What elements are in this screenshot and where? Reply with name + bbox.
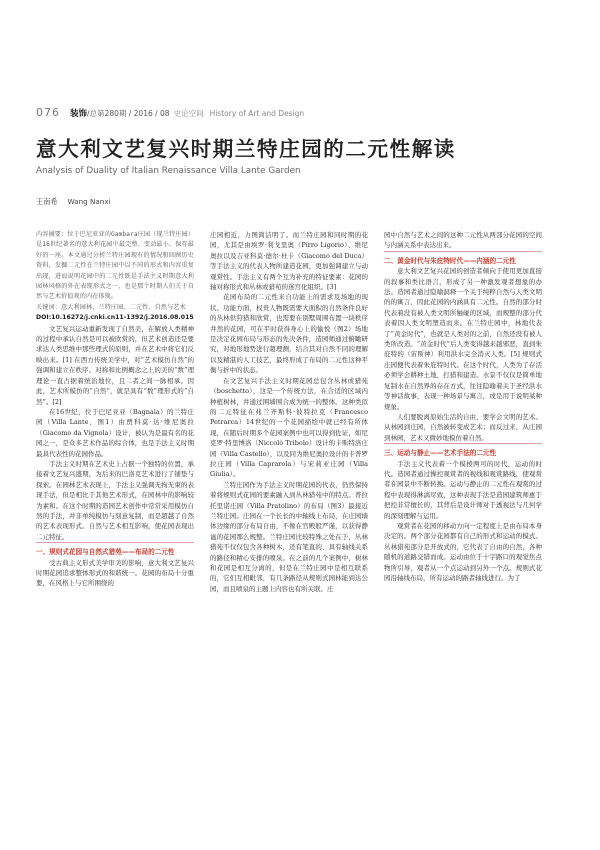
text-column-3 xyxy=(384,230,542,830)
section-name-cn: 史论空间 xyxy=(173,109,204,118)
abstract: 内容摘要：位于巴尼亚亚的Gambara庄园（现兰特庄园）是16世纪著名的意大利花园中最完整、变动最小、保存最好的一座。本文通过分析兰特庄园现有的情况和回顾历史资料，发掘二元性在兰特庄园中以不同的形式和内容重复出现，进而说明花园中的二元性既是手法主义时期意大利园林风格的外在表现形式之一，也是那个时期人们关于自然与艺术价值观的内在体现。 xyxy=(36,231,194,301)
body-paragraph: 在16世纪，位于巴尼亚亚（Bagnaia）的兰特庄园（Villa Lante，图1）由贾科莫·达·维尼奥拉（Giacomo da Vignola）设计，被认为是最有名的花园之一，是众多艺术作品的综合体，也是手法主义时期最具代表性的花园作品。 xyxy=(36,407,194,458)
body-paragraph: 在文艺复兴手法主义时期花园总包含丛林或猎苑（boschetto），这是一个传统方法，在合适的区域内种植树林，并通过围墙围合成为统一的整体。这种类似的二元特征在弗兰齐斯科·彼特拉克（Francesco Petrarca）14世纪的一个花园描绘中就已经有所体现，在随后时期多个花园案例中也可以得到佐证，如尼克罗·特里博洛（Niccolò Tribolo）设计的卡斯特洛庄园（Villa Castello），以及同为维尼奥拉设计的卡普罗拉庄园（Villa Caprarola）与宋莉亚庄园（Villa Giulia）。 xyxy=(210,376,368,479)
section-heading-2: 二、黄金时代与朱庇特时代——内涵的二元性 xyxy=(384,251,542,266)
body-paragraph: 受古典主义形式美学审美的影响，意大利文艺复兴时期花园追求整体形式的和谐统一。花园的布局十分重要，在风格上与它所围绕的 xyxy=(36,558,194,588)
section-name-en: History of Art and Design xyxy=(209,109,305,118)
doi: DOI:10.16272/j.cnki.cn11-1392/j.2016.08.015 xyxy=(36,314,194,322)
journal-name: 装饰 xyxy=(70,109,88,119)
body-paragraph: 手法主义代表着一个模棱两可的时代，运动的时代。造园者通过操控观赏者的视线和观赏路线，使观赏者在园景中不断转换。运动与静止的二元性在观赏的过程中表现得淋漓尽致，这种表现手法是造园建筑师惠于把控非常擅长的，其背后是设计师对于透视法与几何学的深刻理解与运用。 xyxy=(384,459,542,520)
text-column-1 xyxy=(36,230,194,830)
author-line xyxy=(36,197,121,207)
body-paragraph: 兰特庄园作为手法主义时期花园的代表，仍然保持着将规则式花园的要素融入到丛林猎苑中的特点。普拉托里诺庄园（Villa Pratolino）的布局（图3）最接近兰特庄园。庄园在一个长长的中轴线上布局，在庄园墙体边缘的部分布局自由，不像在官殿般严谨，以获得静谧的花园那么规整。兰特庄园比较特殊之处在于，丛林猎苑不仅仅包含各种树木，还有笔直的、具有轴线关系的路径和精心安排的喷泉。在之前的几个案例中，树林和花园是相互分离的，但是在兰特庄园中是相互联系的，它们互相毗邻，有几条路径从规则式园林能到达公园，而且喷泉的主题上内容也有所关联。庄 xyxy=(210,480,368,593)
body-paragraph: 花园布局的二元性来自功能上的需求及场地的现状。功能方面，权贵人物既需要大面积的自然条件良好的丛林供狩猎和欣赏，也需要在别墅周围布置一块秩序井然的花园，可在平时获得身心上的愉悦（图2）场地是决定花园布局与形态的先决条件，造园师通过俯瞰研究，对地形地势进行超理测，结合其对自然不同的理解以及精湛的人工技艺，最终形成了布局的二元性这种平衡与折中的状态。 xyxy=(210,293,368,375)
section-heading-3: 三、运动与静止——艺术手法的二元性 xyxy=(384,443,542,458)
body-paragraph: 庄园相近，力图简洁明了。而兰特庄园和同时期的花园，尤其是由埃罗·利戈里奥（Pirro Ligorio）、维尼奥拉以及吉亚科莫·德尔·杜卡（Giacomo del Duca）等手法主义的代表人物所建造花园，更加强调建立与动观赏性。手法主义有两个互为补充的特征要素：花园的轴对称形式和丛林或猎苑的迷宫化组织。[3] xyxy=(210,231,368,292)
body-paragraph: 意大利文艺复兴花园的创造者倾向于使用更加直接的叙事和类比语言，形成了另一种激发观者想象的办法。造园者通过隐喻洞释一个关于纯粹自然与人类文明的的寓言，因此花园的内涵具有二元性。自然的部分时代表着没有被人类文明所触碰的区域，而规整的部分代表着因人类文明塑造而来。在兰特庄园中，林地代表了“黄金时代”，也就是人类对的之前，自然还没有被人类所改造。“黄金时代”后人类变得越来越邪恶，直到朱庇特的（宙斯神）利用洪水完全消灭人类。[5] 规则式庄园便代表着朱庇特时代。在这个时代，人类为了存活必须学会耕种土地，打猎和建造。水景不仅仅是简单地复制水在自然界的存在方式，往往隐喻着关于圣经洪水等神话故事，表现一种场景与寓言，或是用于说明某种规象。 xyxy=(384,267,542,411)
keywords: 关键词：意大利园林、兰特庄园、二元性、自然与艺术 xyxy=(36,303,186,311)
text-column-2 xyxy=(210,230,368,830)
article-title-en: Analysis of Duality of Italian Renaissance Villa Lante Garden xyxy=(36,166,301,176)
page-number: 076 xyxy=(36,106,60,119)
body-paragraph: 观赏者在花园的移动方向一定程度上是由布局本身决定的。两个部分花园都有自己的形式和运动的模式。丛林猎苑部分是开放式的，它代表了自由的自然，各种随机的道路交错而成。运动由位于十字路口的观觉焦点物所引导，观者从一个点运动到另外一个点。规则式花园沿轴线布局，所有运动的路者轴线进行。为了 xyxy=(384,521,542,582)
issue-info: /总第280期 / 2016 / 08 xyxy=(87,109,170,118)
article-title-cn: 意大利文艺复兴时期兰特庄园的二元性解读 xyxy=(36,137,456,161)
author-name-en: Wang Nanxi xyxy=(67,197,111,206)
running-header xyxy=(36,106,304,119)
body-paragraph: 文艺复兴运动重新发现了自然美，在解放人类精神的过程中承认自然是可以被欣赏的，但艺术创造还是要求达人类思维中那些理式的原则，并在艺术中将它们反映出来。[1] 在西方传统美学中，对“艺术模仿自然”的强调和建立在秩序、对称和比例概念之上的美的“数”理理论一直占据着统治地位，且二者之间一脉相承。因此，艺术所模仿的“自然”，就是具有“数”理形式的“自然”。[2] xyxy=(36,324,194,406)
author-name-cn: 王南希 xyxy=(36,197,58,206)
section-heading-1: 一、规则式花园与自然式猎苑——布局的二元性 xyxy=(36,542,194,557)
body-paragraph: 手法主义时期在艺术史上占据一个独特的位置，承接着文艺复兴盛期，为后来的巴洛克艺术进行了铺垫与探索。在园林艺术表现上，手法主义强调无拘无束的表现手法，但是相比于其他艺术形式，在园林中的影响较为素和。在这个时期的造园艺术创作中常常采用模仿自然的手法，并非单纯模仿与刻意复制，而是超越了自然的艺术表现形式。自然与艺术相互影响，使花园表现出二元特征。 xyxy=(36,459,194,541)
body-paragraph: 人们要脱离原始生活的自由，要学会文明的艺术。从林园到庄园，自然被转变成艺术；而反过来，从庄园到林园，艺术又微妙地模仿着自然。 xyxy=(384,412,542,442)
body-paragraph: 园中自然与艺术之间的这种二元性从两部分花园的空间与内涵关系中表达出来。 xyxy=(384,231,542,250)
